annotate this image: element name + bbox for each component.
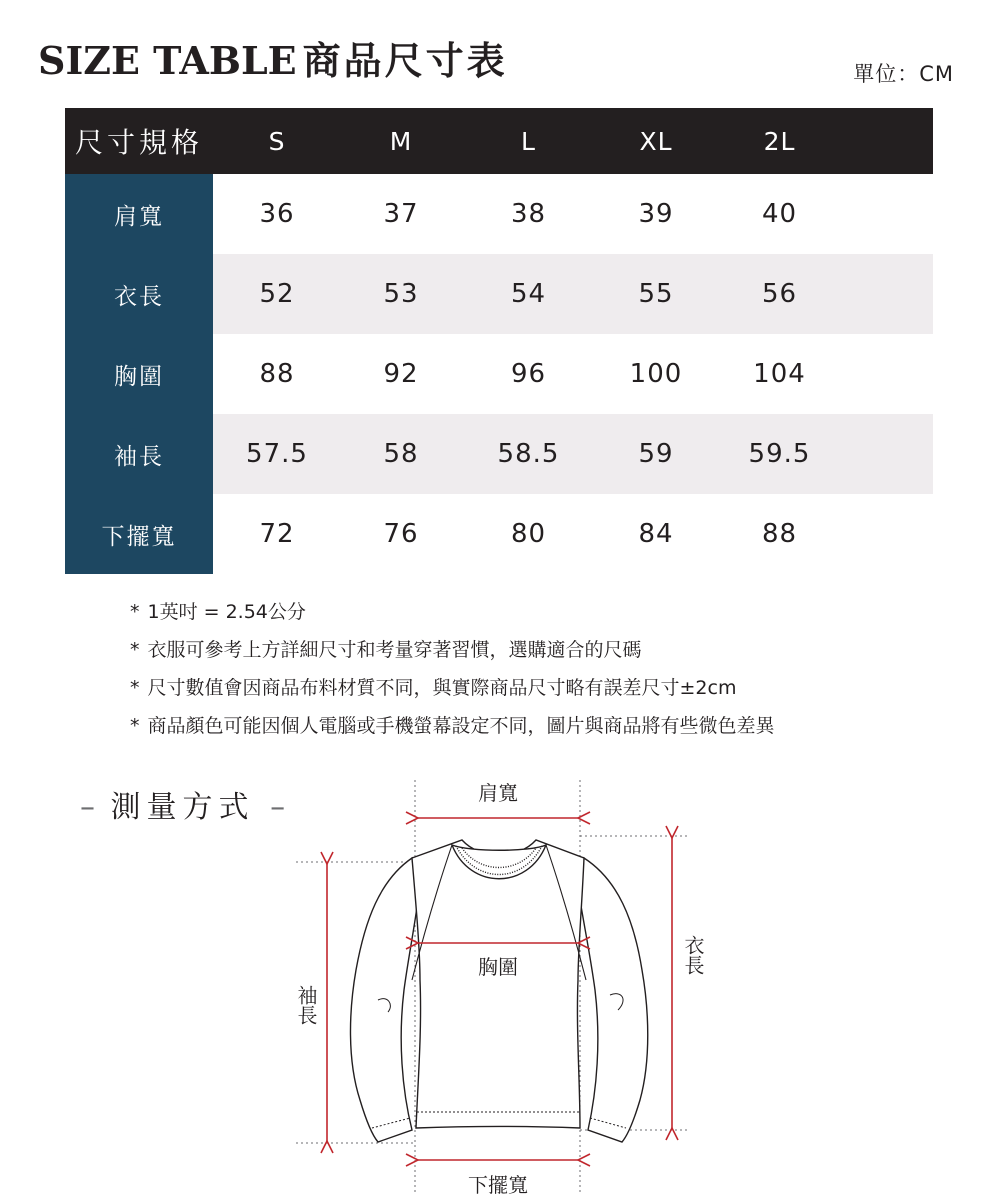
list-item	[130, 636, 775, 674]
bullet-asterisk: *	[130, 601, 140, 623]
table-cell: 57.5	[213, 414, 341, 494]
table-cell: 84	[596, 494, 716, 574]
title-english: SIZE TABLE	[38, 38, 297, 83]
note-text: 尺寸數值會因商品布料材質不同，與實際商品尺寸略有誤差尺寸±2cm	[147, 677, 737, 699]
size-header-s: S	[213, 108, 341, 174]
table-cell: 59	[596, 414, 716, 494]
row-spacer	[843, 334, 933, 414]
length-label: 衣長	[681, 935, 705, 975]
table-cell: 52	[213, 254, 341, 334]
sweatshirt-icon	[350, 840, 647, 1142]
size-header-row	[65, 108, 933, 174]
table-cell: 80	[461, 494, 596, 574]
table-row-shoulder	[65, 174, 933, 254]
table-cell: 88	[716, 494, 843, 574]
table-cell: 76	[341, 494, 461, 574]
bullet-asterisk: *	[130, 677, 140, 699]
table-cell: 72	[213, 494, 341, 574]
table-cell: 92	[341, 334, 461, 414]
list-item	[130, 674, 775, 712]
table-cell: 53	[341, 254, 461, 334]
note-text: 商品顏色可能因個人電腦或手機螢幕設定不同，圖片與商品將有些微色差異	[147, 715, 775, 737]
page-title	[38, 30, 508, 85]
row-label-shoulder: 肩寬	[65, 174, 213, 254]
table-row-length	[65, 254, 933, 334]
row-label-sleeve: 袖長	[65, 414, 213, 494]
row-label-length: 衣長	[65, 254, 213, 334]
table-cell: 59.5	[716, 414, 843, 494]
sleeve-label: 袖長	[294, 985, 318, 1025]
table-cell: 40	[716, 174, 843, 254]
heading-dash: –	[80, 790, 95, 825]
table-cell: 37	[341, 174, 461, 254]
table-cell: 36	[213, 174, 341, 254]
table-row-chest	[65, 334, 933, 414]
table-cell: 58.5	[461, 414, 596, 494]
bullet-asterisk: *	[130, 639, 140, 661]
bullet-asterisk: *	[130, 715, 140, 737]
table-cell: 56	[716, 254, 843, 334]
table-cell: 88	[213, 334, 341, 414]
row-spacer	[843, 174, 933, 254]
size-header-l: L	[461, 108, 596, 174]
note-text: 衣服可參考上方詳細尺寸和考量穿著習慣，選購適合的尺碼	[147, 639, 642, 661]
table-cell: 55	[596, 254, 716, 334]
shoulder-label: 肩寬	[478, 781, 518, 805]
size-table	[65, 108, 933, 574]
size-header-2l: 2L	[716, 108, 843, 174]
header-spacer	[843, 108, 933, 174]
row-spacer	[843, 414, 933, 494]
row-spacer	[843, 494, 933, 574]
unit-label: 單位：CM	[853, 62, 954, 86]
table-row-hem	[65, 494, 933, 574]
row-spacer	[843, 254, 933, 334]
row-label-hem: 下擺寬	[65, 494, 213, 574]
size-spec-header: 尺寸規格	[65, 108, 213, 174]
note-text: 1英吋 = 2.54公分	[147, 601, 306, 623]
table-cell: 100	[596, 334, 716, 414]
row-label-chest: 胸圍	[65, 334, 213, 414]
size-header-m: M	[341, 108, 461, 174]
chest-label: 胸圍	[478, 955, 518, 979]
measurement-diagram	[0, 760, 1000, 1200]
heading-dash: –	[270, 790, 286, 825]
hem-label: 下擺寬	[468, 1173, 528, 1197]
list-item	[130, 712, 775, 750]
table-cell: 96	[461, 334, 596, 414]
table-cell: 104	[716, 334, 843, 414]
table-row-sleeve	[65, 414, 933, 494]
size-header-xl: XL	[596, 108, 716, 174]
notes-list	[130, 598, 775, 750]
list-item	[130, 598, 775, 636]
table-cell: 58	[341, 414, 461, 494]
measurement-heading-text: 測量方式	[110, 790, 255, 825]
table-cell: 38	[461, 174, 596, 254]
title-chinese: 商品尺寸表	[302, 39, 508, 83]
table-cell: 54	[461, 254, 596, 334]
table-cell: 39	[596, 174, 716, 254]
